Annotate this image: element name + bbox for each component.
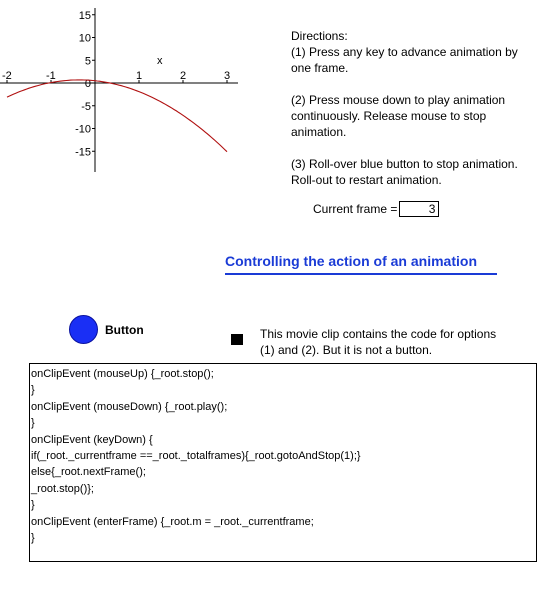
y-tick-label: 0 [84, 78, 91, 90]
plot-curve [7, 80, 227, 152]
code-line: onClipEvent (keyDown) { [31, 433, 153, 446]
y-tick-label: -5 [81, 100, 91, 113]
code-listing [29, 363, 537, 562]
x-tick-label: 2 [180, 70, 187, 82]
code-line: } [31, 532, 35, 545]
y-tick-label: -10 [75, 123, 91, 136]
code-line: onClipEvent (enterFrame) {_root.m = _root._currentframe; [31, 515, 314, 528]
code-line: else{_root.nextFrame(); [31, 466, 146, 479]
y-tick-label: 5 [84, 55, 91, 68]
movie-clip-square[interactable] [231, 334, 243, 345]
code-line: } [31, 499, 35, 512]
movie-clip-note: This movie clip contains the code for options (1) and (2). But it is not a button. [260, 327, 497, 357]
y-tick-label: 10 [78, 32, 91, 45]
x-tick-label: -1 [46, 70, 56, 82]
code-line: } [31, 384, 35, 397]
code-line: onClipEvent (mouseUp) {_root.stop(); [31, 368, 214, 380]
code-line: _root.stop()}; [31, 482, 94, 495]
direction-item-3: (3) Roll-over blue button to stop animation. Roll-out to restart animation. [291, 157, 518, 187]
current-frame-row [313, 201, 439, 217]
direction-item-2: (2) Press mouse down to play animation continuously. Release mouse to stop animation. [291, 93, 506, 139]
button-label: Button [105, 323, 144, 337]
x-tick-label: -2 [2, 70, 12, 82]
x-axis-label: x [157, 55, 163, 67]
current-frame-label: Current frame = [313, 202, 398, 216]
x-tick-label: 3 [224, 70, 231, 82]
direction-item-1: (1) Press any key to advance animation by one frame. [291, 45, 518, 75]
x-tick-label: 1 [136, 70, 143, 82]
directions-title: Directions: [291, 29, 348, 43]
code-line: if(_root._currentframe ==_root._totalframes){_root.gotoAndStop(1);} [31, 450, 361, 463]
code-line: } [31, 417, 35, 430]
directions-panel [291, 28, 536, 204]
code-line: onClipEvent (mouseDown) {_root.play(); [31, 400, 228, 413]
page-heading: Controlling the action of an animation [225, 253, 497, 275]
y-tick-label: -15 [75, 146, 91, 159]
blue-round-button[interactable] [69, 315, 98, 344]
y-tick-label: 15 [78, 9, 91, 22]
function-plot [0, 0, 240, 180]
current-frame-field: 3 [399, 201, 439, 217]
